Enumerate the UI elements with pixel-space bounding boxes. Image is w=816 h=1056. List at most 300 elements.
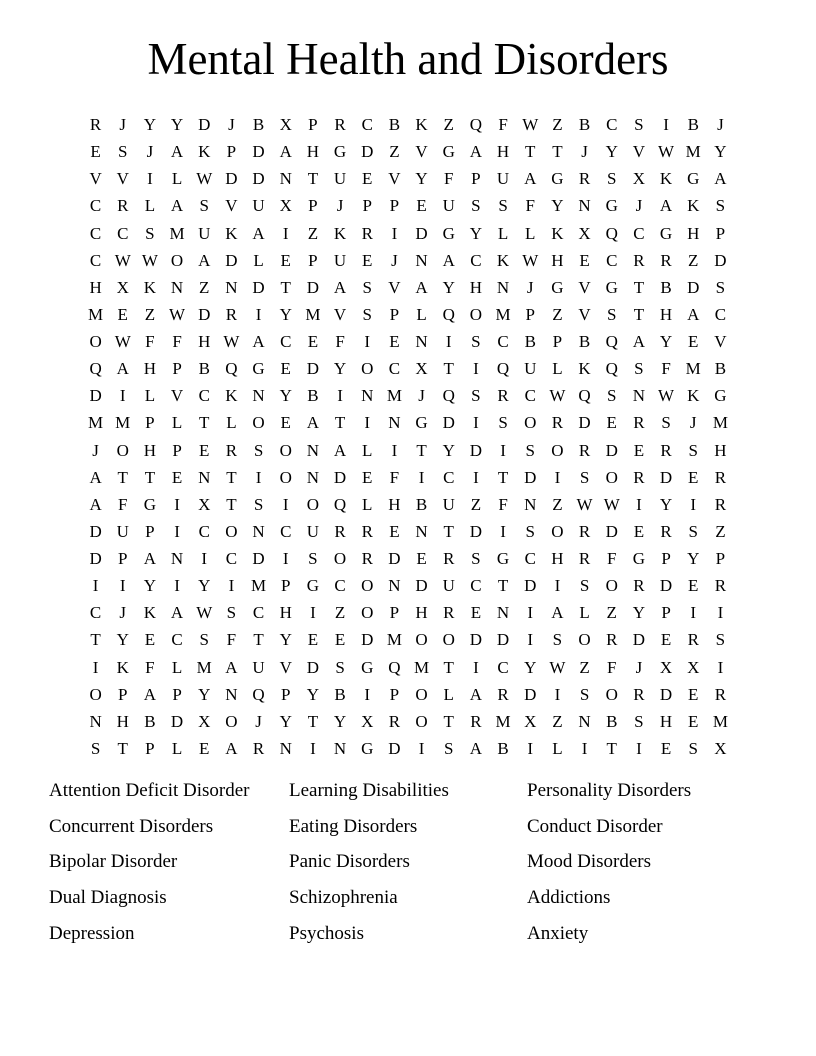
grid-letter: B bbox=[198, 359, 210, 379]
grid-letter: R bbox=[633, 413, 645, 433]
grid-letter: C bbox=[388, 359, 401, 379]
grid-letter: D bbox=[496, 630, 510, 650]
grid-letter: D bbox=[306, 359, 320, 379]
grid-letter: I bbox=[364, 413, 371, 433]
grid-letter: I bbox=[119, 576, 126, 596]
grid-letter: J bbox=[581, 142, 588, 162]
grid-letter: S bbox=[362, 277, 372, 297]
grid-letter: P bbox=[226, 142, 237, 162]
grid-letter: D bbox=[605, 521, 618, 541]
grid-letter: O bbox=[361, 359, 374, 379]
grid-letter: I bbox=[500, 440, 506, 460]
grid-letter: S bbox=[715, 196, 726, 216]
grid-letter: B bbox=[578, 115, 591, 135]
grid-letter: H bbox=[143, 359, 157, 379]
grid-letter: J bbox=[689, 413, 697, 433]
grid-letter: V bbox=[279, 657, 292, 677]
grid-letter: E bbox=[416, 549, 427, 569]
grid-letter: H bbox=[116, 711, 129, 731]
grid-letter: I bbox=[473, 467, 479, 487]
grid-letter: R bbox=[361, 521, 373, 541]
grid-letter: R bbox=[497, 386, 509, 406]
grid-letter: V bbox=[333, 304, 347, 324]
word-list-item: Anxiety bbox=[527, 922, 589, 944]
grid-letter: R bbox=[606, 630, 618, 650]
grid-letter: D bbox=[605, 440, 618, 460]
grid-letter: N bbox=[170, 277, 184, 297]
grid-letter: W bbox=[603, 494, 620, 514]
grid-letter: I bbox=[174, 494, 180, 514]
word-list-item: Attention Deficit Disorder bbox=[49, 780, 250, 802]
grid-letter: P bbox=[661, 603, 671, 623]
grid-letter: G bbox=[333, 142, 347, 162]
grid-letter: N bbox=[388, 413, 401, 433]
grid-letter: Z bbox=[443, 115, 454, 135]
grid-letter: I bbox=[282, 494, 289, 514]
grid-letter: S bbox=[715, 630, 726, 650]
grid-letter: H bbox=[89, 277, 102, 297]
grid-letter: M bbox=[386, 630, 402, 650]
grid-letter: Z bbox=[470, 494, 482, 514]
grid-letter: I bbox=[418, 738, 425, 758]
grid-letter: G bbox=[496, 549, 510, 569]
grid-letter: C bbox=[606, 250, 618, 270]
grid-letter: Z bbox=[552, 711, 563, 731]
grid-letter: M bbox=[305, 304, 321, 324]
grid-letter: G bbox=[143, 494, 157, 514]
grid-letter: I bbox=[201, 549, 208, 569]
grid-letter: H bbox=[469, 277, 483, 297]
grid-letter: R bbox=[714, 494, 727, 514]
grid-letter: N bbox=[361, 386, 374, 406]
grid-letter: O bbox=[415, 684, 428, 704]
grid-letter: F bbox=[498, 115, 508, 135]
grid-letter: M bbox=[115, 413, 131, 433]
grid-letter: J bbox=[526, 277, 534, 297]
grid-letter: P bbox=[145, 738, 155, 758]
grid-letter: H bbox=[687, 223, 700, 243]
grid-letter: P bbox=[389, 603, 400, 623]
grid-letter: D bbox=[415, 223, 428, 243]
grid-letter: I bbox=[554, 576, 561, 596]
grid-letter: H bbox=[659, 304, 673, 324]
grid-letter: T bbox=[334, 413, 346, 433]
grid-letter: O bbox=[279, 467, 292, 487]
grid-letter: Q bbox=[225, 359, 238, 379]
grid-letter: L bbox=[253, 250, 264, 270]
grid-letter: J bbox=[418, 386, 425, 406]
grid-letter: X bbox=[578, 223, 591, 243]
grid-letter: B bbox=[334, 684, 346, 704]
grid-letter: U bbox=[333, 250, 347, 270]
word-list-column-1 bbox=[49, 773, 287, 951]
grid-letter: E bbox=[199, 440, 210, 460]
grid-letter: A bbox=[551, 603, 564, 623]
grid-letter: I bbox=[228, 576, 235, 596]
grid-letter: S bbox=[471, 386, 481, 406]
grid-letter: N bbox=[496, 603, 510, 623]
grid-letter: Q bbox=[605, 223, 618, 243]
grid-letter: A bbox=[714, 169, 727, 189]
grid-letter: Q bbox=[496, 359, 510, 379]
word-search-grid bbox=[82, 111, 734, 762]
grid-letter: P bbox=[308, 250, 318, 270]
grid-letter: G bbox=[415, 413, 428, 433]
grid-letter: O bbox=[252, 413, 265, 433]
grid-letter: O bbox=[306, 494, 320, 514]
grid-letter: Y bbox=[279, 304, 292, 324]
grid-letter: D bbox=[524, 684, 537, 704]
grid-letter: C bbox=[497, 332, 509, 352]
grid-letter: T bbox=[280, 277, 291, 297]
grid-letter: Z bbox=[606, 603, 617, 623]
grid-letter: I bbox=[255, 304, 262, 324]
grid-letter: R bbox=[443, 549, 455, 569]
grid-letter: B bbox=[307, 386, 319, 406]
grid-letter: U bbox=[524, 359, 537, 379]
grid-letter: I bbox=[473, 657, 479, 677]
grid-letter: P bbox=[172, 359, 182, 379]
grid-letter: R bbox=[633, 576, 645, 596]
grid-letter: U bbox=[306, 521, 320, 541]
grid-letter: O bbox=[225, 711, 238, 731]
grid-letter: D bbox=[632, 630, 646, 650]
grid-letter: E bbox=[579, 250, 590, 270]
grid-letter: R bbox=[443, 603, 455, 623]
grid-letter: E bbox=[362, 250, 373, 270]
grid-letter: N bbox=[279, 169, 292, 189]
grid-letter: J bbox=[146, 142, 154, 162]
grid-letter: Y bbox=[198, 684, 211, 704]
grid-letter: N bbox=[252, 386, 265, 406]
grid-letter: T bbox=[307, 711, 319, 731]
grid-letter: Z bbox=[144, 304, 156, 324]
grid-letter: I bbox=[527, 630, 534, 650]
grid-letter: G bbox=[442, 223, 455, 243]
grid-letter: C bbox=[633, 223, 645, 243]
grid-letter: P bbox=[715, 223, 726, 243]
grid-letter: C bbox=[280, 332, 292, 352]
grid-letter: U bbox=[442, 494, 455, 514]
grid-letter: T bbox=[253, 630, 264, 650]
grid-letter: C bbox=[361, 115, 373, 135]
grid-letter: E bbox=[307, 630, 319, 650]
grid-letter: R bbox=[361, 223, 373, 243]
grid-letter: E bbox=[117, 304, 128, 324]
grid-letter: R bbox=[578, 169, 591, 189]
grid-letter: N bbox=[632, 386, 646, 406]
grid-letter: O bbox=[415, 630, 428, 650]
grid-letter: M bbox=[196, 657, 212, 677]
grid-letter: E bbox=[688, 332, 699, 352]
grid-letter: S bbox=[335, 657, 345, 677]
grid-letter: L bbox=[443, 684, 454, 704]
grid-letter: A bbox=[170, 142, 184, 162]
grid-letter: W bbox=[522, 250, 539, 270]
grid-letter: X bbox=[116, 277, 129, 297]
grid-letter: H bbox=[306, 142, 320, 162]
grid-letter: D bbox=[89, 521, 102, 541]
grid-letter: V bbox=[632, 142, 646, 162]
grid-letter: R bbox=[578, 521, 591, 541]
grid-letter: S bbox=[579, 684, 590, 704]
grid-letter: S bbox=[634, 359, 644, 379]
grid-letter: B bbox=[606, 711, 618, 731]
grid-letter: R bbox=[714, 576, 727, 596]
grid-letter: S bbox=[688, 440, 698, 460]
grid-letter: D bbox=[469, 521, 483, 541]
grid-letter: O bbox=[89, 332, 102, 352]
grid-letter: T bbox=[497, 467, 509, 487]
grid-letter: R bbox=[252, 738, 265, 758]
grid-letter: D bbox=[659, 684, 673, 704]
grid-letter: S bbox=[362, 304, 372, 324]
grid-letter: M bbox=[495, 304, 511, 324]
grid-letter: S bbox=[471, 549, 481, 569]
word-list-item: Panic Disorders bbox=[289, 851, 410, 873]
grid-letter: S bbox=[471, 196, 481, 216]
grid-letter: F bbox=[607, 549, 617, 569]
grid-letter: X bbox=[714, 738, 727, 758]
grid-letter: I bbox=[636, 494, 642, 514]
grid-letter: C bbox=[198, 386, 210, 406]
word-list-item: Eating Disorders bbox=[289, 815, 418, 837]
grid-letter: Q bbox=[442, 304, 455, 324]
grid-letter: C bbox=[89, 250, 102, 270]
grid-letter: B bbox=[524, 332, 536, 352]
grid-letter: I bbox=[364, 684, 371, 704]
grid-letter: T bbox=[552, 142, 563, 162]
grid-letter: A bbox=[442, 250, 455, 270]
grid-letter: V bbox=[388, 169, 401, 189]
grid-letter: T bbox=[117, 467, 128, 487]
grid-letter: X bbox=[279, 196, 292, 216]
grid-letter: G bbox=[605, 196, 618, 216]
grid-letter: I bbox=[473, 413, 479, 433]
grid-letter: I bbox=[717, 657, 724, 677]
grid-letter: G bbox=[687, 169, 700, 189]
grid-letter: R bbox=[714, 684, 727, 704]
grid-letter: P bbox=[389, 196, 400, 216]
grid-letter: A bbox=[279, 142, 292, 162]
grid-letter: T bbox=[525, 142, 536, 162]
grid-letter: V bbox=[116, 169, 129, 189]
grid-letter: I bbox=[337, 386, 343, 406]
grid-letter: G bbox=[605, 277, 618, 297]
grid-letter: D bbox=[89, 549, 102, 569]
grid-letter: N bbox=[225, 684, 238, 704]
grid-letter: M bbox=[712, 413, 728, 433]
grid-letter: R bbox=[334, 115, 346, 135]
grid-letter: C bbox=[714, 304, 727, 324]
grid-letter: K bbox=[578, 359, 591, 379]
grid-letter: I bbox=[527, 738, 534, 758]
grid-letter: R bbox=[660, 250, 672, 270]
grid-letter: I bbox=[663, 115, 669, 135]
grid-letter: G bbox=[361, 738, 374, 758]
grid-letter: N bbox=[578, 711, 591, 731]
grid-letter: H bbox=[551, 549, 564, 569]
grid-letter: H bbox=[279, 603, 292, 623]
grid-letter: Q bbox=[388, 657, 401, 677]
grid-letter: Q bbox=[252, 684, 265, 704]
grid-letter: E bbox=[362, 169, 373, 189]
grid-letter: R bbox=[633, 250, 645, 270]
grid-letter: O bbox=[469, 304, 483, 324]
grid-letter: G bbox=[252, 359, 265, 379]
grid-letter: J bbox=[228, 115, 235, 135]
grid-letter: F bbox=[145, 332, 155, 352]
grid-letter: M bbox=[712, 711, 728, 731]
grid-letter: Y bbox=[632, 603, 646, 623]
grid-letter: I bbox=[282, 223, 289, 243]
grid-letter: D bbox=[714, 250, 727, 270]
grid-letter: F bbox=[661, 359, 671, 379]
grid-letter: E bbox=[633, 521, 645, 541]
grid-letter: W bbox=[223, 332, 240, 352]
word-list-item: Psychosis bbox=[289, 922, 364, 944]
grid-letter: O bbox=[605, 576, 618, 596]
grid-letter: Q bbox=[442, 386, 455, 406]
grid-letter: Y bbox=[306, 684, 320, 704]
grid-letter: L bbox=[171, 657, 183, 677]
grid-letter: A bbox=[252, 332, 265, 352]
grid-letter: K bbox=[143, 277, 157, 297]
grid-letter: F bbox=[498, 494, 508, 514]
grid-letter: E bbox=[660, 630, 672, 650]
grid-letter: Y bbox=[442, 277, 455, 297]
grid-letter: U bbox=[198, 223, 211, 243]
grid-letter: A bbox=[252, 223, 265, 243]
grid-letter: A bbox=[170, 196, 184, 216]
grid-letter: S bbox=[199, 196, 209, 216]
grid-letter: Y bbox=[687, 549, 700, 569]
grid-letter: A bbox=[524, 169, 537, 189]
grid-letter: X bbox=[687, 657, 700, 677]
grid-letter: C bbox=[225, 549, 238, 569]
grid-letter: H bbox=[714, 440, 727, 460]
grid-letter: W bbox=[196, 169, 213, 189]
grid-letter: D bbox=[333, 467, 347, 487]
grid-letter: P bbox=[471, 169, 481, 189]
grid-letter: C bbox=[470, 250, 482, 270]
grid-letter: B bbox=[252, 115, 265, 135]
grid-letter: I bbox=[255, 467, 262, 487]
grid-letter: K bbox=[415, 115, 428, 135]
grid-letter: G bbox=[306, 576, 320, 596]
grid-letter: Y bbox=[143, 115, 157, 135]
grid-letter: S bbox=[226, 603, 237, 623]
grid-letter: O bbox=[524, 413, 537, 433]
grid-letter: X bbox=[632, 169, 646, 189]
grid-letter: R bbox=[225, 440, 238, 460]
grid-letter: O bbox=[442, 630, 455, 650]
grid-letter: T bbox=[144, 467, 156, 487]
grid-letter: L bbox=[362, 440, 373, 460]
grid-letter: I bbox=[473, 359, 479, 379]
grid-letter: W bbox=[169, 304, 186, 324]
grid-letter: S bbox=[607, 386, 617, 406]
grid-letter: Y bbox=[198, 576, 211, 596]
grid-letter: Q bbox=[605, 359, 618, 379]
grid-letter: E bbox=[688, 576, 699, 596]
grid-letter: E bbox=[606, 413, 617, 433]
grid-letter: W bbox=[522, 115, 539, 135]
grid-letter: O bbox=[361, 603, 374, 623]
grid-letter: E bbox=[688, 711, 699, 731]
grid-letter: A bbox=[306, 413, 320, 433]
grid-letter: N bbox=[496, 277, 510, 297]
grid-letter: C bbox=[524, 386, 536, 406]
grid-letter: R bbox=[334, 521, 346, 541]
grid-letter: M bbox=[685, 142, 701, 162]
grid-letter: P bbox=[145, 521, 155, 541]
grid-letter: A bbox=[469, 684, 483, 704]
grid-letter: R bbox=[117, 196, 129, 216]
grid-letter: L bbox=[226, 413, 237, 433]
grid-letter: M bbox=[251, 576, 267, 596]
grid-letter: P bbox=[715, 549, 726, 569]
grid-letter: A bbox=[469, 142, 483, 162]
grid-letter: S bbox=[498, 413, 508, 433]
grid-letter: L bbox=[552, 738, 563, 758]
grid-letter: T bbox=[633, 277, 645, 297]
grid-letter: P bbox=[172, 440, 182, 460]
grid-letter: E bbox=[416, 196, 427, 216]
grid-letter: D bbox=[469, 630, 483, 650]
grid-letter: P bbox=[308, 115, 318, 135]
grid-letter: Z bbox=[199, 277, 210, 297]
grid-letter: T bbox=[606, 738, 617, 758]
grid-letter: L bbox=[416, 304, 427, 324]
grid-letter: A bbox=[333, 277, 347, 297]
grid-letter: F bbox=[118, 494, 128, 514]
grid-letter: E bbox=[171, 467, 183, 487]
grid-letter: D bbox=[252, 142, 265, 162]
grid-letter: X bbox=[524, 711, 537, 731]
grid-letter: O bbox=[578, 630, 591, 650]
grid-letter: Y bbox=[415, 169, 428, 189]
grid-letter: O bbox=[605, 467, 618, 487]
grid-letter: W bbox=[658, 142, 675, 162]
grid-letter: N bbox=[524, 494, 537, 514]
grid-letter: L bbox=[144, 386, 156, 406]
grid-letter: I bbox=[554, 467, 561, 487]
grid-letter: E bbox=[688, 684, 699, 704]
grid-letter: F bbox=[525, 196, 535, 216]
grid-letter: D bbox=[170, 711, 184, 731]
grid-letter: S bbox=[688, 521, 698, 541]
grid-letter: O bbox=[551, 440, 564, 460]
grid-letter: O bbox=[170, 250, 184, 270]
grid-letter: M bbox=[685, 359, 701, 379]
grid-letter: K bbox=[551, 223, 564, 243]
grid-letter: A bbox=[225, 738, 238, 758]
grid-letter: S bbox=[688, 738, 698, 758]
grid-letter: J bbox=[255, 711, 262, 731]
grid-letter: N bbox=[578, 196, 591, 216]
grid-letter: B bbox=[687, 115, 699, 135]
grid-letter: V bbox=[225, 196, 238, 216]
grid-letter: L bbox=[497, 223, 509, 243]
grid-letter: L bbox=[552, 359, 563, 379]
grid-letter: I bbox=[174, 576, 180, 596]
grid-letter: T bbox=[443, 657, 454, 677]
grid-letter: J bbox=[336, 196, 344, 216]
grid-letter: E bbox=[307, 332, 319, 352]
word-list-item: Conduct Disorder bbox=[527, 815, 663, 837]
grid-letter: Y bbox=[170, 115, 184, 135]
